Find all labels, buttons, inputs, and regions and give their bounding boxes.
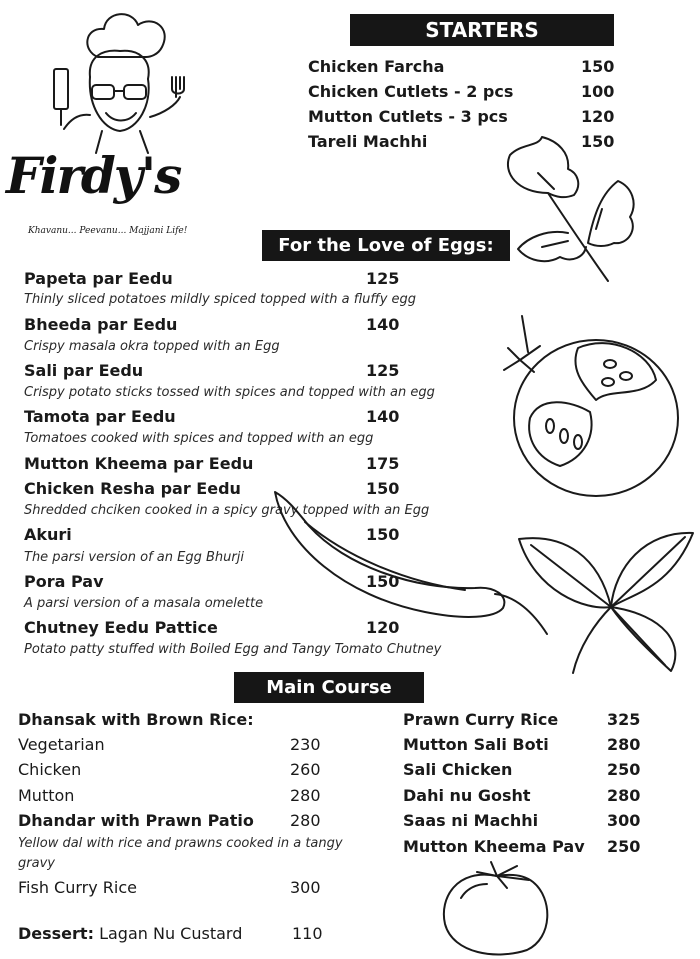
starter-item	[308, 132, 427, 151]
tomato-half-icon	[500, 308, 685, 503]
starters-heading: STARTERS	[350, 14, 614, 46]
dhandar-desc-cont: gravy	[18, 856, 55, 871]
egg-item-desc: The parsi version of an Egg Bhurji	[24, 550, 244, 565]
egg-item-name: Chutney Eedu Pattice	[24, 618, 218, 637]
dhandar-name: Dhandar with Prawn Patio	[18, 811, 254, 830]
egg-item-price: 140	[366, 407, 400, 426]
fish-curry-price: 300	[290, 878, 321, 897]
main-item-name: Dahi nu Gosht	[403, 786, 531, 805]
egg-item-price: 140	[366, 315, 400, 334]
item-name: Tareli Machhi	[308, 132, 428, 151]
egg-item-name: Pora Pav	[24, 572, 104, 591]
item-price: 150	[581, 57, 615, 76]
egg-item-price: 175	[366, 454, 400, 473]
fish-curry-name: Fish Curry Rice	[18, 878, 137, 897]
dhansak-option-price: 260	[290, 760, 321, 779]
item-price: 120	[581, 107, 615, 126]
main-item-name: Saas ni Machhi	[403, 811, 539, 830]
brand-name: Firdy's	[6, 146, 181, 205]
basil-leaves-icon	[515, 527, 697, 675]
egg-item-desc: Potato patty stuffed with Boiled Egg and Tangy Tomato Chutney	[24, 642, 442, 657]
main-item-name: Sali Chicken	[403, 760, 513, 779]
egg-item-name: Papeta par Eedu	[24, 269, 173, 288]
coriander-leaf-icon	[498, 133, 643, 288]
dhandar-price: 280	[290, 811, 321, 830]
dhansak-option-price: 280	[290, 786, 321, 805]
eggs-heading: For the Love of Eggs:	[262, 230, 510, 261]
chili-pepper-icon	[265, 486, 555, 646]
egg-item-price: 125	[366, 269, 400, 288]
egg-item-desc: A parsi version of a masala omelette	[24, 596, 264, 611]
egg-item-desc: Crispy potato sticks tossed with spices and topped with an egg	[24, 385, 435, 400]
egg-item-price: 150	[366, 525, 400, 544]
item-name: Chicken Cutlets - 2 pcs	[308, 82, 514, 101]
egg-item-price: 125	[366, 361, 400, 380]
main-item-price: 280	[607, 735, 641, 754]
dhansak-title: Dhansak with Brown Rice:	[18, 710, 254, 729]
dhansak-option-name: Vegetarian	[18, 735, 105, 754]
starter-item	[308, 82, 513, 101]
main-item-price: 300	[607, 811, 641, 830]
starter-item	[308, 107, 508, 126]
egg-item-desc: Tomatoes cooked with spices and topped with an egg	[24, 431, 374, 446]
egg-item-name: Chicken Resha par Eedu	[24, 479, 241, 498]
main-item-price: 280	[607, 786, 641, 805]
starter-item	[308, 57, 444, 76]
egg-item-price: 150	[366, 572, 400, 591]
item-name: Mutton Cutlets - 3 pcs	[308, 107, 508, 126]
egg-item-desc: Thinly sliced potatoes mildly spiced topped with a fluffy egg	[24, 292, 417, 307]
main-item-name: Mutton Sali Boti	[403, 735, 549, 754]
egg-item-desc: Shredded chciken cooked in a spicy gravy topped with an Egg	[24, 503, 430, 518]
item-price: 100	[581, 82, 615, 101]
dessert-line	[18, 924, 242, 943]
egg-item-name: Tamota par Eedu	[24, 407, 176, 426]
egg-item-price: 150	[366, 479, 400, 498]
main-item-price: 325	[607, 710, 641, 729]
main-item-price: 250	[607, 837, 641, 856]
main-item-name: Mutton Kheema Pav	[403, 837, 585, 856]
brand-tagline: Khavanu... Peevanu... Majjani Life!	[28, 226, 188, 236]
dhansak-option-name: Chicken	[18, 760, 82, 779]
dhandar-desc: Yellow dal with rice and prawns cooked in a tangy	[18, 836, 343, 851]
egg-item-name: Akuri	[24, 525, 72, 544]
main-course-heading: Main Course	[234, 672, 424, 703]
egg-item-name: Sali par Eedu	[24, 361, 144, 380]
dessert-price: 110	[292, 924, 323, 943]
dhansak-option-price: 230	[290, 735, 321, 754]
egg-item-name: Bheeda par Eedu	[24, 315, 178, 334]
egg-item-name: Mutton Kheema par Eedu	[24, 454, 254, 473]
dessert-name: Lagan Nu Custard	[99, 924, 243, 943]
egg-item-desc: Crispy masala okra topped with an Egg	[24, 339, 280, 354]
dessert-label: Dessert:	[18, 924, 94, 943]
main-item-name: Prawn Curry Rice	[403, 710, 559, 729]
egg-item-price: 120	[366, 618, 400, 637]
dhansak-option-name: Mutton	[18, 786, 75, 805]
main-item-price: 250	[607, 760, 641, 779]
chef-caricature-icon	[40, 5, 210, 155]
item-price: 150	[581, 132, 615, 151]
whole-tomato-icon	[437, 858, 555, 958]
item-name: Chicken Farcha	[308, 57, 445, 76]
